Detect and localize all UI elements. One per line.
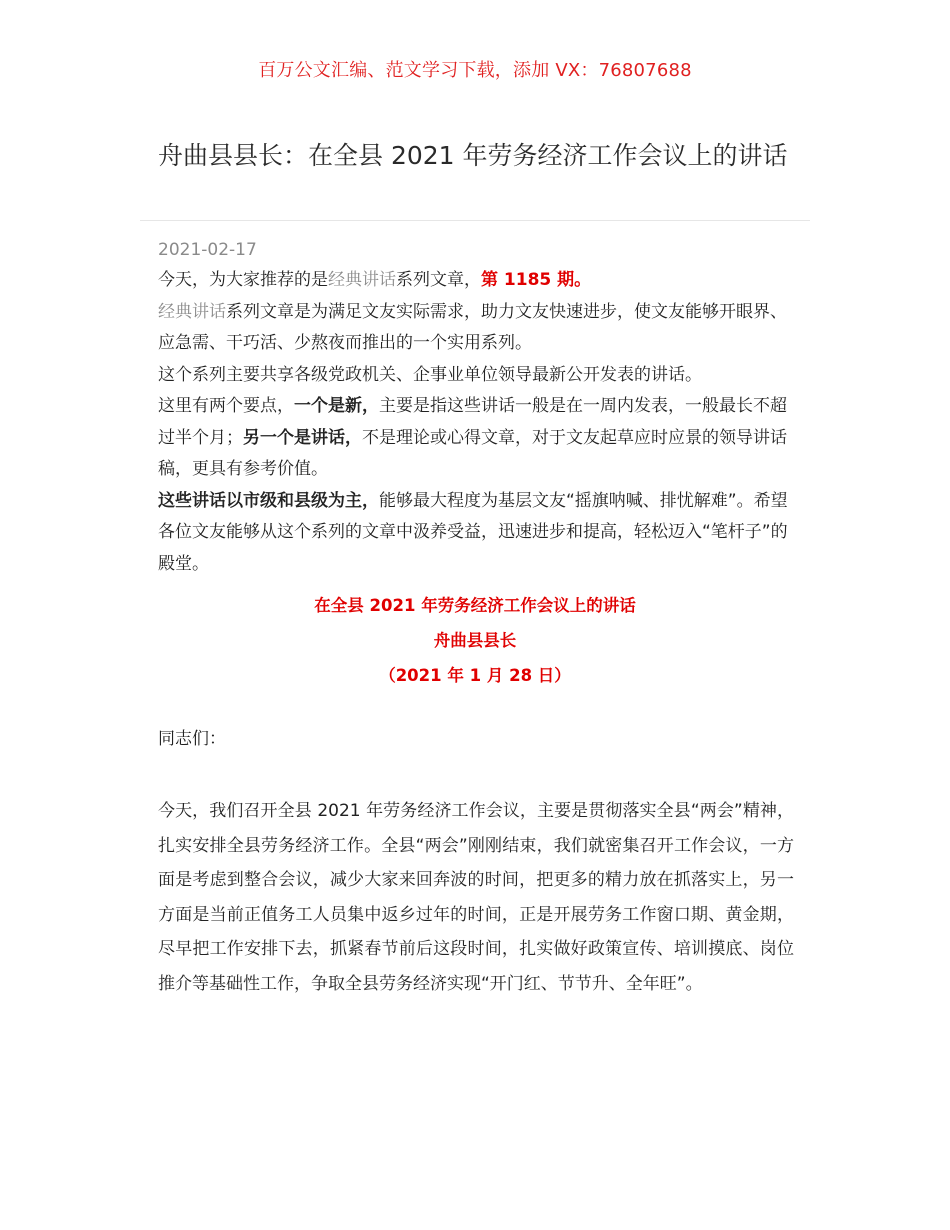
intro-text: 今天，为大家推荐的是 <box>158 270 328 290</box>
intro-text: 系列文章， <box>396 270 481 290</box>
intro-paragraph-5 <box>158 486 798 581</box>
series-name: 经典讲话 <box>158 301 226 322</box>
intro-text: 这里有两个要点， <box>158 396 294 416</box>
speech-title: 在全县 2021 年劳务经济工作会议上的讲话 <box>314 596 636 615</box>
salutation: 同志们： <box>158 729 226 749</box>
intro-section <box>158 265 798 580</box>
key-point-new: 一个是新， <box>294 396 379 416</box>
intro-text: 不是理论或心得文章，对于文友起草应时应景的领导讲话稿，更具有参考价值。 <box>158 427 787 479</box>
download-banner: 百万公文汇编、范文学习下载，添加 VX：76807688 <box>258 60 692 81</box>
intro-paragraph-2 <box>158 297 798 360</box>
intro-text: 能够最大程度为基层文友“摇旗呐喊、排忧解难”。希望各位文友能够从这个系列的文章中汲养受益，迅速进步和提高，轻松迈入“笔杆子”的殿堂。 <box>158 490 788 574</box>
intro-paragraph-4 <box>158 391 798 486</box>
publish-date: 2021-02-17 <box>158 240 257 260</box>
intro-paragraph-3: 这个系列主要共享各级党政机关、企事业单位领导最新公开发表的讲话。 <box>158 364 702 385</box>
key-point-level: 这些讲话以市级和县级为主， <box>158 490 379 511</box>
speech-date: （2021 年 1 月 28 日） <box>379 666 571 685</box>
intro-text: 系列文章是为满足文友实际需求，助力文友快速进步，使文友能够开眼界、应急需、干巧活、少熬夜而推出的一个实用系列。 <box>158 301 787 353</box>
title-divider <box>140 220 810 221</box>
speech-speaker: 舟曲县县长 <box>433 631 517 650</box>
speech-paragraph: 今天，我们召开全县 2021 年劳务经济工作会议，主要是贯彻落实全县“两会”精神，扎实安排全县劳务经济工作。全县“两会”刚刚结束，我们就密集召开工作会议，一方面是考虑到整合会议，减少大家来回奔波的时间，把更多的精力放在抓落实上，另一方面是当前正值务工人员集中返乡过年的时间，正是开展劳务工作窗口期、黄金期，尽早把工作安排下去，抓紧春节前后这段时间，扎实做好政策宣传、培训摸底、岗位推介等基础性工作，争取全县劳务经济实现“开门红、节节升、全年旺”。 <box>158 801 794 994</box>
issue-number: 第 1185 期。 <box>481 270 592 290</box>
intro-text: 主要是指这些讲话一般是在一周内发表，一般最长不超过半个月； <box>158 396 787 448</box>
intro-paragraph-1 <box>158 265 798 297</box>
series-name: 经典讲话 <box>328 270 396 290</box>
article-title: 舟曲县县长：在全县 2021 年劳务经济工作会议上的讲话 <box>158 141 788 170</box>
key-point-speech: 另一个是讲话， <box>243 427 362 448</box>
speech-heading-block <box>158 588 792 693</box>
